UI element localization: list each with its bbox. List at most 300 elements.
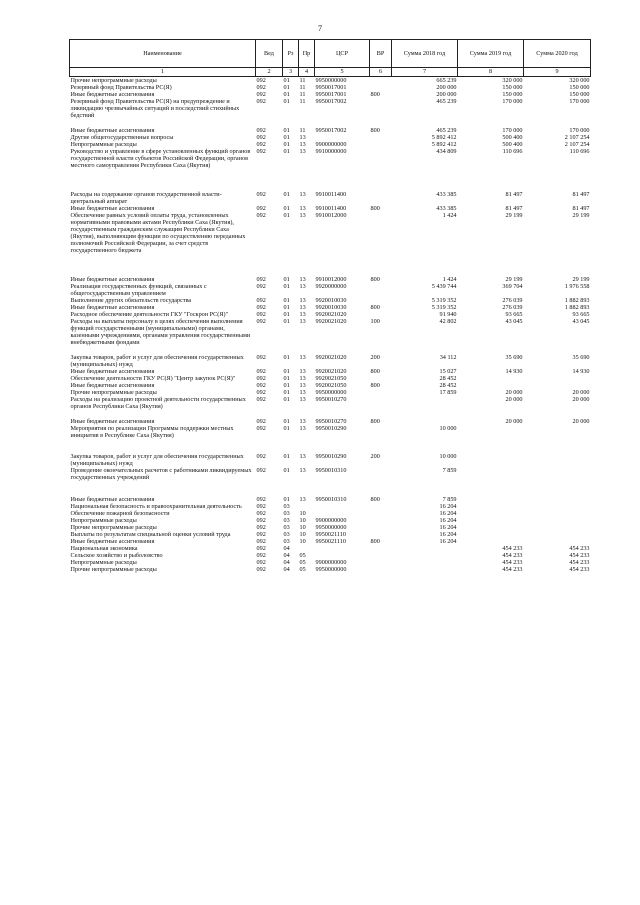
row-sum-2019: 320 000: [502, 77, 523, 84]
row-sum-2018: 16 204: [439, 538, 457, 546]
spacer-cell: [70, 169, 591, 176]
column-number: 3: [283, 68, 299, 77]
row-sum-2019: [458, 538, 524, 545]
row-ved: 092: [256, 91, 266, 99]
row-pr: 13: [299, 211, 306, 219]
header-ved: Вед: [256, 40, 283, 68]
row-sum-2019: 81 497: [505, 190, 523, 198]
row-sum-2018: 16 204: [439, 502, 457, 510]
row-ved: 092: [256, 296, 266, 304]
row-vr: [370, 77, 392, 85]
row-csr: 9950000000: [315, 523, 347, 531]
row-sum-2018: 10 000: [439, 424, 457, 432]
row-rz: 01: [283, 382, 290, 390]
header-sum-2020: Сумма 2020 год: [524, 40, 591, 68]
row-pr: 05: [299, 552, 306, 560]
row-sum-2020: [524, 425, 591, 439]
spacer-cell: [70, 481, 591, 488]
row-vr: [370, 425, 392, 439]
row-pr: 13: [299, 204, 306, 212]
row-sum-2018: [392, 552, 458, 559]
row-sum-2020: 81 497: [572, 190, 590, 198]
row-sum-2020: 20 000: [572, 396, 590, 404]
spacer-cell: [70, 439, 591, 446]
spacer-cell: [70, 254, 591, 261]
row-sum-2018: 465 239: [436, 126, 457, 134]
row-name: Сельское хозяйство и рыболовство: [70, 552, 163, 560]
row-spacer: [70, 254, 591, 261]
row-ved: 092: [256, 424, 266, 432]
row-csr: 9950010270: [315, 396, 347, 404]
row-csr: 9910012000: [315, 275, 347, 283]
row-vr: [370, 552, 392, 559]
row-rz: 01: [283, 190, 290, 198]
row-vr: [370, 467, 392, 481]
column-number: 8: [458, 68, 524, 77]
row-sum-2019: 276 039: [502, 304, 523, 311]
row-sum-2018: [392, 418, 458, 425]
row-sum-2020: 150 000: [569, 84, 590, 92]
row-name: Иные бюджетные ассигнования: [70, 367, 155, 375]
table-row: [70, 212, 591, 255]
row-spacer: [70, 169, 591, 176]
row-spacer: [70, 488, 591, 495]
row-pr: 10: [299, 531, 306, 538]
table-row: [70, 127, 591, 134]
row-name: Проведение окончательных расчетов с работниками ликвидируемых государственных учреждений: [70, 467, 252, 482]
row-sum-2018: 91 940: [439, 311, 457, 319]
row-rz: 01: [283, 353, 290, 361]
row-sum-2018: 16 204: [439, 516, 457, 524]
row-sum-2019: 150 000: [502, 84, 523, 92]
row-pr: 13: [299, 367, 306, 375]
column-number: 2: [256, 68, 283, 77]
row-sum-2020: 1 882 893: [564, 304, 590, 311]
row-pr: [299, 545, 315, 552]
row-sum-2018: 7 859: [442, 467, 457, 475]
row-ved: 092: [256, 531, 266, 538]
spacer-cell: [70, 261, 591, 268]
row-ved: 092: [256, 389, 266, 397]
row-ved: 092: [256, 84, 266, 92]
row-sum-2019: 14 930: [505, 367, 523, 375]
row-vr: [370, 389, 392, 396]
row-vr: [370, 212, 392, 255]
row-sum-2018: [392, 396, 458, 410]
row-csr: 9920021050: [315, 382, 347, 390]
row-pr: 11: [299, 98, 306, 106]
row-ved: 092: [256, 545, 266, 553]
row-vr: 800: [370, 91, 380, 99]
row-sum-2019: [458, 510, 524, 517]
column-number: 7: [392, 68, 458, 77]
row-pr: 13: [299, 495, 306, 503]
row-sum-2020: 93 665: [572, 311, 590, 319]
header-pr: Пр: [299, 40, 315, 68]
table-row: [70, 276, 591, 283]
row-ved: 092: [256, 417, 266, 425]
row-csr: 9920021050: [315, 374, 347, 382]
table-row: [70, 191, 591, 205]
row-csr: 9950000000: [315, 77, 347, 84]
row-sum-2020: 1 882 893: [564, 296, 590, 304]
row-spacer: [70, 176, 591, 183]
row-sum-2018: 200 000: [436, 84, 457, 92]
table-row: [70, 517, 591, 524]
row-vr: 800: [370, 382, 380, 390]
row-sum-2020: 150 000: [569, 91, 590, 99]
row-sum-2019: [458, 375, 524, 382]
row-csr: 9950017001: [315, 84, 347, 92]
row-rz: 04: [283, 559, 290, 567]
row-pr: 13: [299, 389, 306, 397]
spacer-cell: [70, 183, 591, 190]
row-rz: 03: [283, 509, 290, 517]
row-sum-2019: 81 497: [505, 204, 523, 212]
row-spacer: [70, 261, 591, 268]
row-sum-2018: 465 239: [436, 98, 457, 106]
row-csr: 9950000000: [315, 389, 347, 397]
row-ved: 092: [256, 509, 266, 517]
row-sum-2019: [458, 503, 524, 510]
row-ved: 092: [256, 311, 266, 319]
row-sum-2018: 28 452: [439, 382, 457, 390]
table-row: [70, 297, 591, 304]
row-rz: 01: [283, 424, 290, 432]
table-row: [70, 545, 591, 552]
row-rz: 03: [283, 538, 290, 546]
header-row: [70, 40, 591, 68]
row-csr: 9950010310: [315, 495, 347, 503]
row-vr: [370, 84, 392, 91]
row-pr: 11: [299, 91, 306, 99]
row-pr: 10: [299, 523, 306, 531]
row-rz: 01: [283, 304, 290, 311]
spacer-cell: [70, 488, 591, 495]
row-ved: 092: [256, 133, 266, 141]
row-sum-2020: [524, 496, 591, 503]
row-sum-2020: 29 199: [572, 211, 590, 219]
row-name: Обеспечение пожарной безопасности: [70, 509, 170, 517]
row-sum-2020: 454 233: [569, 545, 590, 553]
row-pr: 11: [299, 126, 306, 134]
table-row: [70, 566, 591, 573]
row-vr: 200: [370, 353, 380, 361]
row-pr: 13: [299, 424, 306, 432]
row-rz: 03: [283, 531, 290, 538]
row-csr: 9950017001: [315, 91, 347, 99]
row-sum-2018: 7 859: [442, 495, 457, 503]
row-name: Национальная экономика: [70, 545, 138, 553]
row-sum-2018: [392, 545, 458, 552]
row-vr: 800: [370, 367, 380, 375]
row-ved: 092: [256, 275, 266, 283]
row-sum-2018: 16 204: [439, 509, 457, 517]
row-sum-2020: 2 107 254: [564, 140, 590, 148]
row-csr: 9920021020: [315, 353, 347, 361]
table-row: [70, 552, 591, 559]
row-pr: 13: [299, 304, 306, 311]
row-pr: 10: [299, 509, 306, 517]
row-csr: 9950021110: [315, 531, 346, 538]
column-number: 6: [370, 68, 392, 77]
table-row: [70, 91, 591, 98]
row-sum-2020: 43 045: [572, 318, 590, 326]
table-row: [70, 418, 591, 425]
row-name: Прочие непрограммные расходы: [70, 566, 157, 574]
row-ved: 092: [256, 367, 266, 375]
row-sum-2019: 150 000: [502, 91, 523, 99]
row-name: Прочие непрограммные расходы: [70, 389, 157, 397]
row-name: Иные бюджетные ассигнования: [70, 275, 155, 283]
row-rz: 01: [283, 389, 290, 397]
row-sum-2019: 276 039: [502, 296, 523, 304]
row-name: Прочие непрограммные расходы: [70, 523, 157, 531]
header-name: Наименование: [70, 40, 256, 68]
row-csr: [315, 134, 370, 141]
row-spacer: [70, 183, 591, 190]
row-rz: 01: [283, 275, 290, 283]
row-pr: 13: [299, 467, 306, 475]
row-pr: 13: [299, 147, 306, 155]
row-vr: 200: [370, 452, 380, 460]
row-name: Иные бюджетные ассигнования: [70, 304, 155, 311]
row-spacer: [70, 120, 591, 127]
row-rz: 01: [283, 91, 290, 99]
row-vr: [370, 545, 392, 552]
row-vr: 800: [370, 304, 380, 311]
row-rz: 03: [283, 502, 290, 510]
row-sum-2020: [524, 538, 591, 545]
table-row: [70, 503, 591, 510]
row-name: Закупка товаров, работ и услуг для обеспечения государственных (муниципальных) нужд: [70, 452, 244, 468]
row-csr: 9950017002: [315, 126, 347, 134]
row-csr: 9950010310: [315, 467, 347, 475]
row-pr: 11: [299, 77, 306, 84]
row-rz: 01: [283, 374, 290, 382]
row-ved: 092: [256, 516, 266, 524]
row-rz: 04: [283, 552, 290, 560]
row-sum-2019: [458, 467, 524, 481]
header-csr: ЦСР: [315, 40, 370, 68]
header-rz: Рз: [283, 40, 299, 68]
row-pr: 13: [299, 353, 306, 361]
row-sum-2020: 454 233: [569, 566, 590, 574]
column-number: 5: [315, 68, 370, 77]
row-vr: [370, 141, 392, 148]
row-ved: 092: [256, 538, 266, 546]
spacer-cell: [70, 176, 591, 183]
row-sum-2018: 5 439 744: [431, 282, 457, 290]
row-vr: 800: [370, 275, 380, 283]
row-name: Выполнение других обязательств государства: [70, 296, 192, 304]
row-spacer: [70, 347, 591, 354]
spacer-cell: [70, 120, 591, 127]
row-name: Расходы на содержание органов государственной власти- центральный аппарат: [70, 190, 222, 205]
spacer-cell: [70, 446, 591, 453]
header-vr: ВР: [370, 40, 392, 68]
row-rz: 01: [283, 296, 290, 304]
row-ved: 092: [256, 353, 266, 361]
row-pr: 13: [299, 452, 306, 460]
row-pr: 13: [299, 190, 306, 198]
row-name: Резервный фонд Правительства РС(Я) на предупреждение и ликвидацию чрезвычайных ситуаций и последствий стихийных бедствий: [70, 98, 240, 120]
row-csr: [315, 545, 370, 552]
row-rz: 01: [283, 98, 290, 106]
table-row: [70, 141, 591, 148]
row-sum-2020: 35 690: [572, 353, 590, 361]
row-vr: [370, 566, 392, 573]
row-pr: 11: [299, 84, 306, 92]
row-sum-2019: 454 233: [502, 566, 523, 574]
row-vr: [370, 134, 392, 141]
row-sum-2020: [524, 382, 591, 389]
row-sum-2020: [524, 524, 591, 531]
row-sum-2019: 500 400: [502, 140, 523, 148]
row-sum-2019: 93 665: [505, 311, 523, 319]
row-csr: [315, 510, 370, 517]
row-ved: 092: [256, 318, 266, 326]
row-pr: 13: [299, 275, 306, 283]
row-sum-2020: 110 696: [569, 147, 590, 155]
row-ved: 092: [256, 204, 266, 212]
row-rz: 01: [283, 311, 290, 319]
row-sum-2018: 200 000: [436, 91, 457, 99]
row-pr: 13: [299, 296, 306, 304]
row-csr: 9900000000: [315, 559, 347, 567]
row-sum-2018: 5 892 412: [431, 140, 457, 148]
row-rz: 01: [283, 204, 290, 212]
row-vr: [370, 531, 392, 538]
row-csr: 9920010030: [315, 296, 347, 304]
row-sum-2018: 28 452: [439, 374, 457, 382]
table-row: [70, 496, 591, 503]
spacer-cell: [70, 347, 591, 354]
row-sum-2020: 320 000: [569, 77, 590, 84]
row-name: Мероприятия по реализации Программы поддержки местных инициатив в Республике Саха (Якутия): [70, 424, 234, 439]
row-rz: 01: [283, 282, 290, 290]
row-sum-2020: 20 000: [572, 417, 590, 425]
row-sum-2018: [392, 559, 458, 566]
row-csr: 9950010290: [315, 452, 347, 460]
table-row: [70, 84, 591, 91]
row-spacer: [70, 269, 591, 276]
row-sum-2019: [458, 496, 524, 503]
row-sum-2020: [524, 503, 591, 510]
row-sum-2020: 2 107 254: [564, 133, 590, 141]
row-name: Непрограммные расходы: [70, 140, 137, 148]
row-csr: 9950010290: [315, 424, 347, 432]
row-rz: 03: [283, 516, 290, 524]
table-row: [70, 538, 591, 545]
row-sum-2018: 34 112: [439, 353, 457, 361]
row-csr: [315, 552, 370, 559]
row-sum-2019: 29 199: [505, 211, 523, 219]
row-sum-2020: 14 930: [572, 367, 590, 375]
table-row: [70, 510, 591, 517]
table-row: [70, 134, 591, 141]
row-spacer: [70, 410, 591, 417]
row-sum-2020: 20 000: [572, 389, 590, 397]
row-vr: [370, 503, 392, 510]
row-rz: 01: [283, 367, 290, 375]
row-sum-2019: [458, 425, 524, 439]
row-vr: [370, 98, 392, 119]
row-ved: 092: [256, 190, 266, 198]
row-name: Обеспечение равных условий оплаты труда, установленных нормативными правовыми актами Республики Саха (Якутия), государственным гражданским служащим Республики Саха (Якутия), выполняющим функции по осуществлению переданных полномочий Российской Федерации, за счет средств государственного бюджета: [70, 211, 246, 255]
row-csr: 9950021110: [315, 538, 346, 546]
row-sum-2018: [392, 566, 458, 573]
row-ved: 092: [256, 126, 266, 134]
row-vr: [370, 311, 392, 318]
row-rz: 01: [283, 211, 290, 219]
row-sum-2018: 16 204: [439, 531, 457, 538]
spacer-cell: [70, 269, 591, 276]
row-sum-2019: 454 233: [502, 559, 523, 567]
row-rz: 01: [283, 133, 290, 141]
row-ved: 092: [256, 147, 266, 155]
row-sum-2019: [458, 382, 524, 389]
row-name: Закупка товаров, работ и услуг для обеспечения государственных (муниципальных) нужд: [70, 353, 244, 368]
row-csr: 9910011400: [315, 190, 347, 198]
row-name: Непрограммные расходы: [70, 516, 137, 524]
row-vr: 100: [370, 318, 380, 326]
table-row: [70, 148, 591, 169]
row-pr: 13: [299, 311, 306, 319]
row-spacer: [70, 446, 591, 453]
row-rz: 03: [283, 523, 290, 531]
row-name: Выплаты по результатам специальной оценки условий труда: [70, 531, 231, 538]
row-csr: 9920021020: [315, 318, 347, 326]
row-pr: 10: [299, 516, 306, 524]
row-vr: [370, 510, 392, 517]
row-sum-2020: [524, 453, 591, 467]
row-csr: 9920021020: [315, 367, 347, 375]
table-row: [70, 205, 591, 212]
column-number-row: [70, 68, 591, 77]
row-pr: 13: [299, 282, 306, 290]
row-sum-2020: 1 976 558: [564, 282, 590, 290]
row-csr: 9920010030: [315, 304, 347, 311]
row-sum-2019: [458, 453, 524, 467]
row-sum-2019: 454 233: [502, 545, 523, 553]
row-sum-2020: 454 233: [569, 559, 590, 567]
row-vr: 800: [370, 417, 380, 425]
row-rz: 01: [283, 495, 290, 503]
table-row: [70, 354, 591, 368]
row-ved: 092: [256, 566, 266, 574]
row-sum-2019: 20 000: [505, 396, 523, 404]
row-vr: [370, 559, 392, 566]
row-name: Национальная безопасность и правоохранительная деятельность: [70, 502, 242, 510]
row-name: Иные бюджетные ассигнования: [70, 382, 155, 390]
table-row: [70, 375, 591, 382]
row-rz: 04: [283, 545, 290, 553]
table-row: [70, 389, 591, 396]
row-sum-2019: 110 696: [502, 147, 523, 155]
row-vr: [370, 517, 392, 524]
row-pr: 13: [299, 318, 306, 326]
row-ved: 092: [256, 452, 266, 460]
page-number: 7: [318, 24, 322, 33]
row-sum-2018: 5 319 352: [431, 296, 457, 304]
row-ved: 092: [256, 382, 266, 390]
table-row: [70, 559, 591, 566]
row-pr: 13: [299, 417, 306, 425]
row-sum-2019: 29 199: [505, 275, 523, 283]
table-row: [70, 283, 591, 297]
row-sum-2020: [524, 375, 591, 382]
